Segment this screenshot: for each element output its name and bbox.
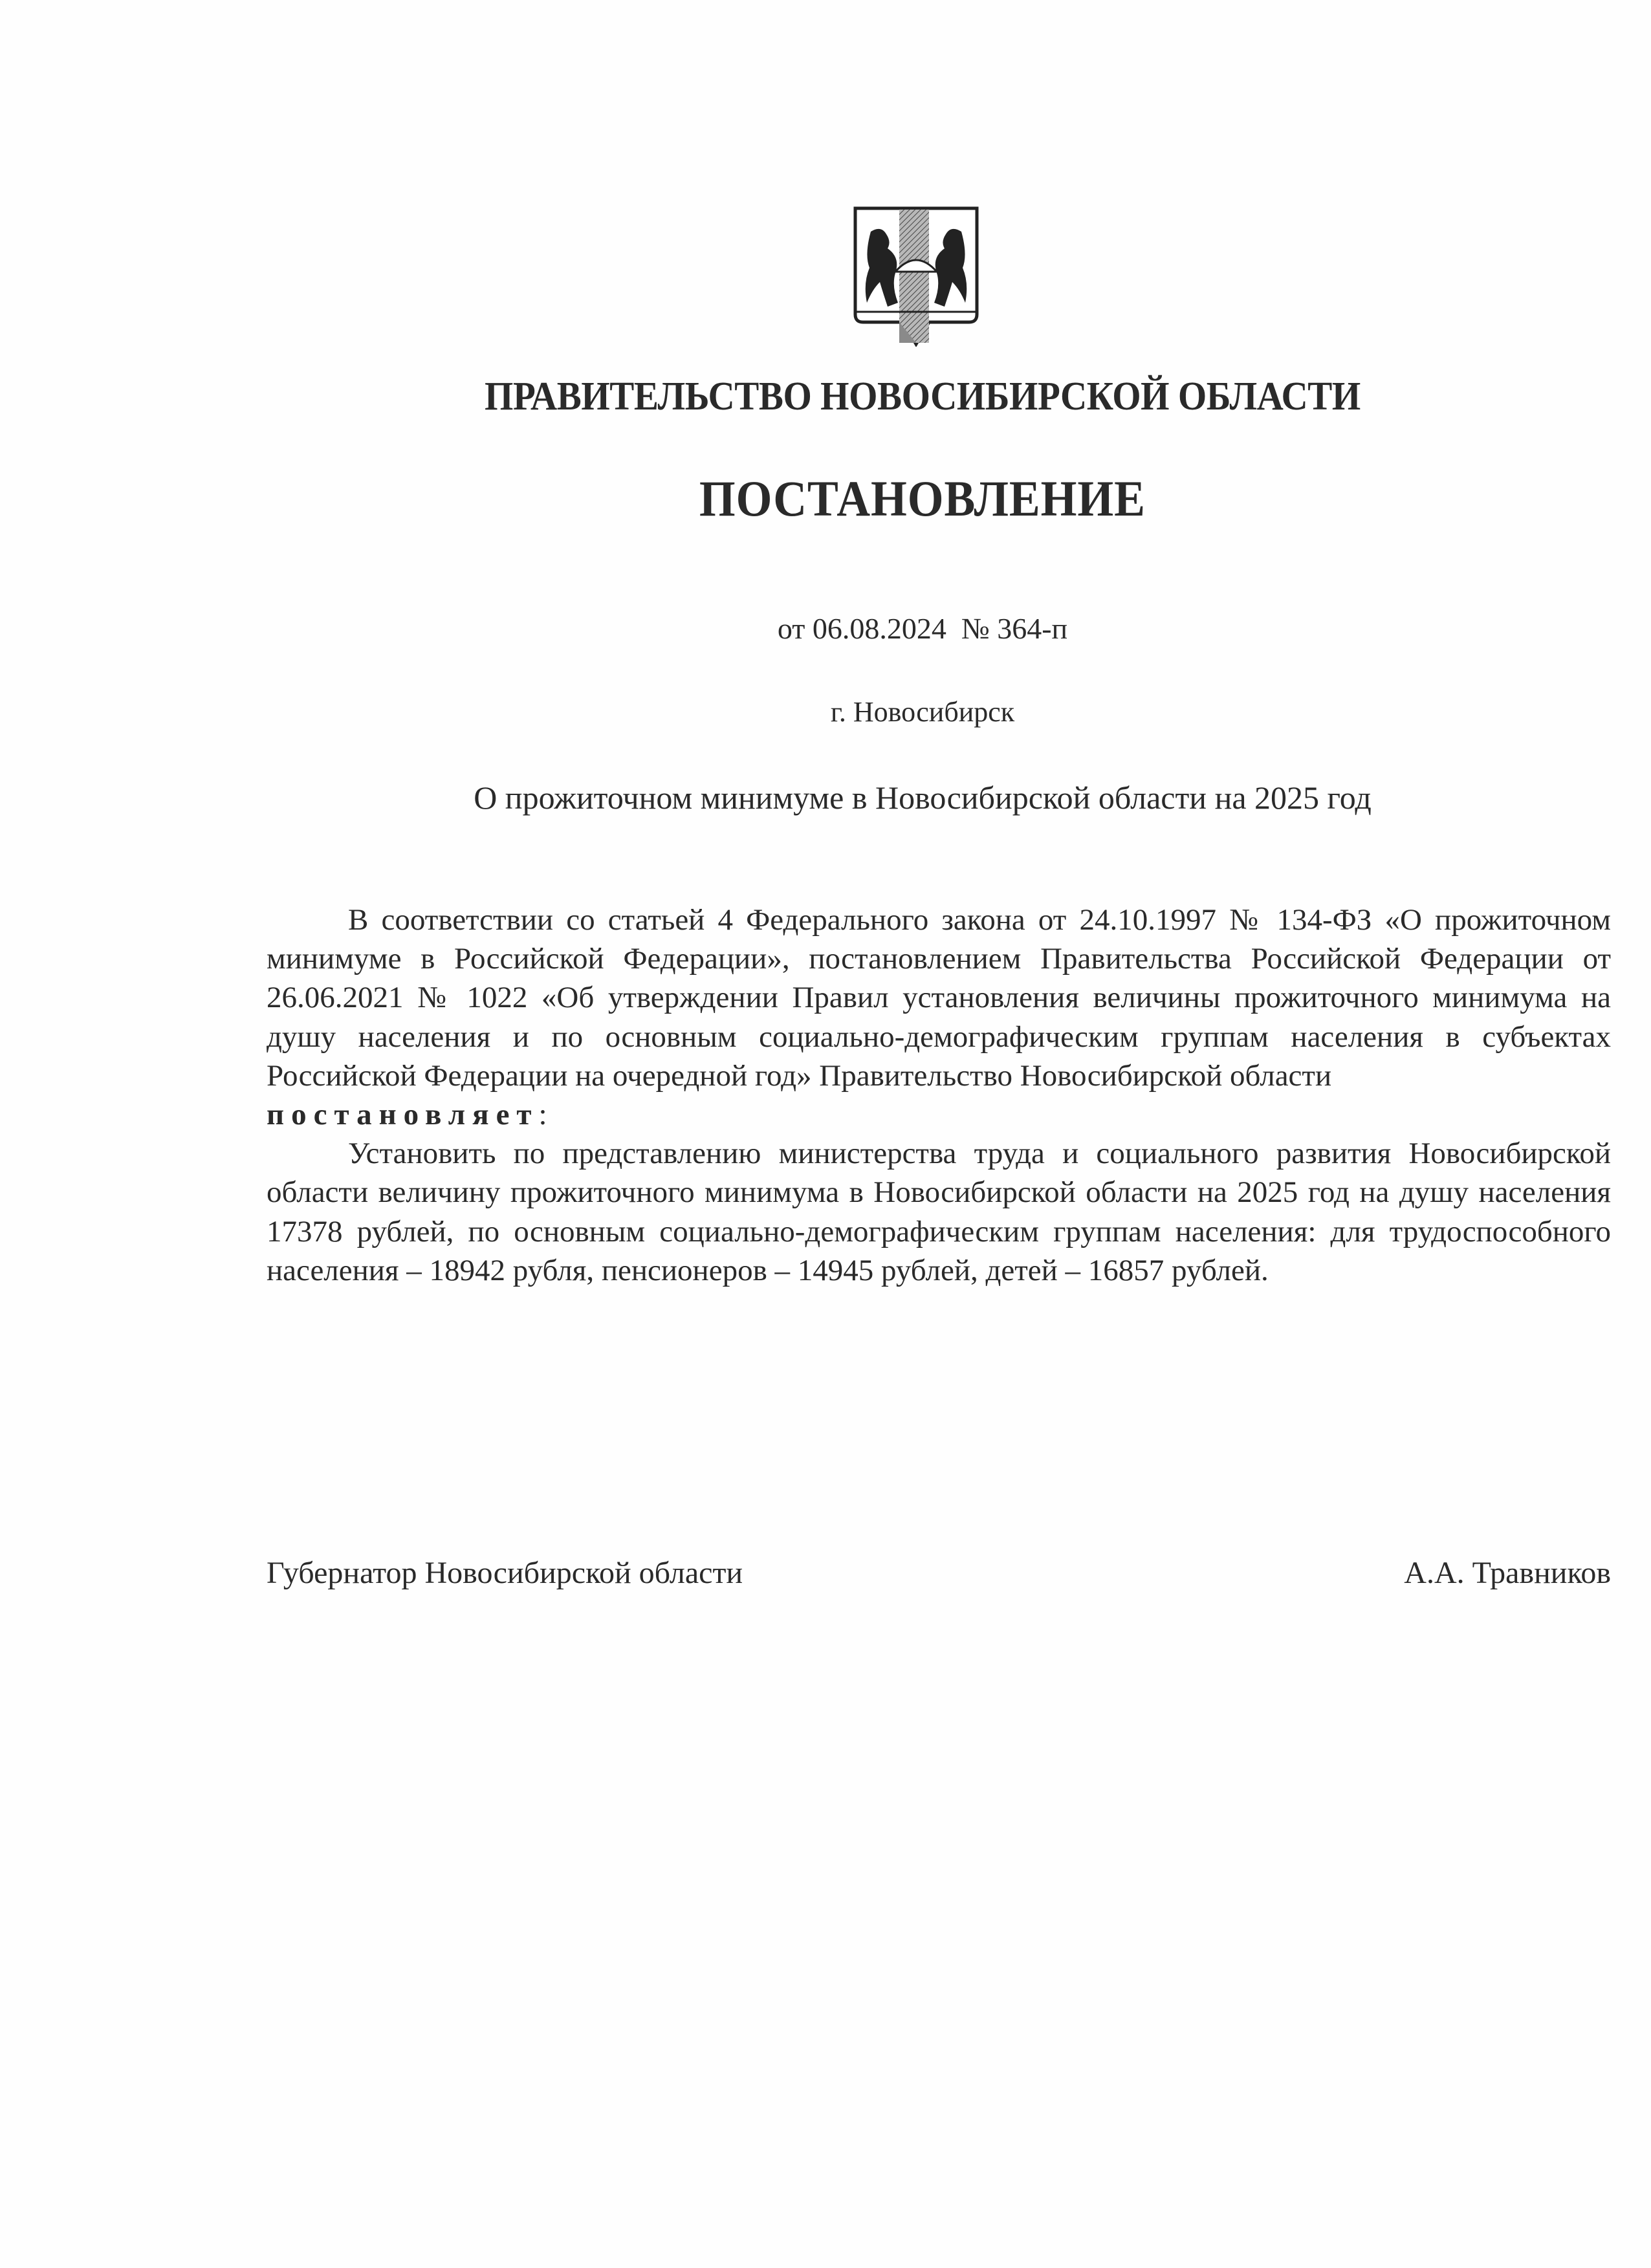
resolves-word: постановляет bbox=[267, 1098, 539, 1132]
city-line bbox=[0, 695, 1651, 728]
signatory-position: Губернатор Новосибирской области bbox=[267, 1556, 743, 1590]
decision-paragraph bbox=[267, 1134, 1611, 1290]
organization-name: ПРАВИТЕЛЬСТВО НОВОСИБИРСКОЙ ОБЛАСТИ bbox=[485, 375, 1361, 419]
date-number-line bbox=[0, 611, 1651, 646]
document-type: ПОСТАНОВЛЕНИЕ bbox=[699, 470, 1146, 527]
resolves-line bbox=[267, 1095, 1611, 1134]
document-title: О прожиточном минимуме в Новосибирской области на 2025 год bbox=[474, 780, 1372, 816]
decision-text: Установить по представлению министерства труда и социального развития Новосибирской области величину прожиточного минимума в Новосибирской области на 2025 год на душу населения 17378 рублей, по основным социально-демографическим группам населения: для трудоспособного населения – 18942 рубля, пенсионеров – 14945 рублей, детей – 16857 рублей. bbox=[267, 1137, 1611, 1287]
coat-of-arms-icon bbox=[853, 206, 979, 347]
document-city: г. Новосибирск bbox=[830, 696, 1015, 728]
resolves-colon: : bbox=[538, 1098, 547, 1132]
preamble-text: В соответствии со статьей 4 Федерального закона от 24.10.1997 № 134-ФЗ «О прожиточном минимуме в Российской Федерации», постановлением Правительства Российской Федерации от 26.06.2021 № 1022 «Об утверждении Правил установления величины прожиточного минимума на душу населения и по основным социально-демографическим группам населения в субъектах Российской Федерации на очередной год» Правительство Новосибирской области bbox=[267, 903, 1611, 1093]
document-type-header bbox=[74, 470, 1593, 528]
signatory-name: А.А. Травников bbox=[1404, 1556, 1611, 1590]
preamble-paragraph bbox=[267, 900, 1611, 1095]
title-line bbox=[0, 779, 1651, 816]
organization-header bbox=[74, 374, 1593, 420]
document-date-number: от 06.08.2024 № 364-п bbox=[777, 612, 1068, 645]
document-body bbox=[267, 900, 1611, 1290]
